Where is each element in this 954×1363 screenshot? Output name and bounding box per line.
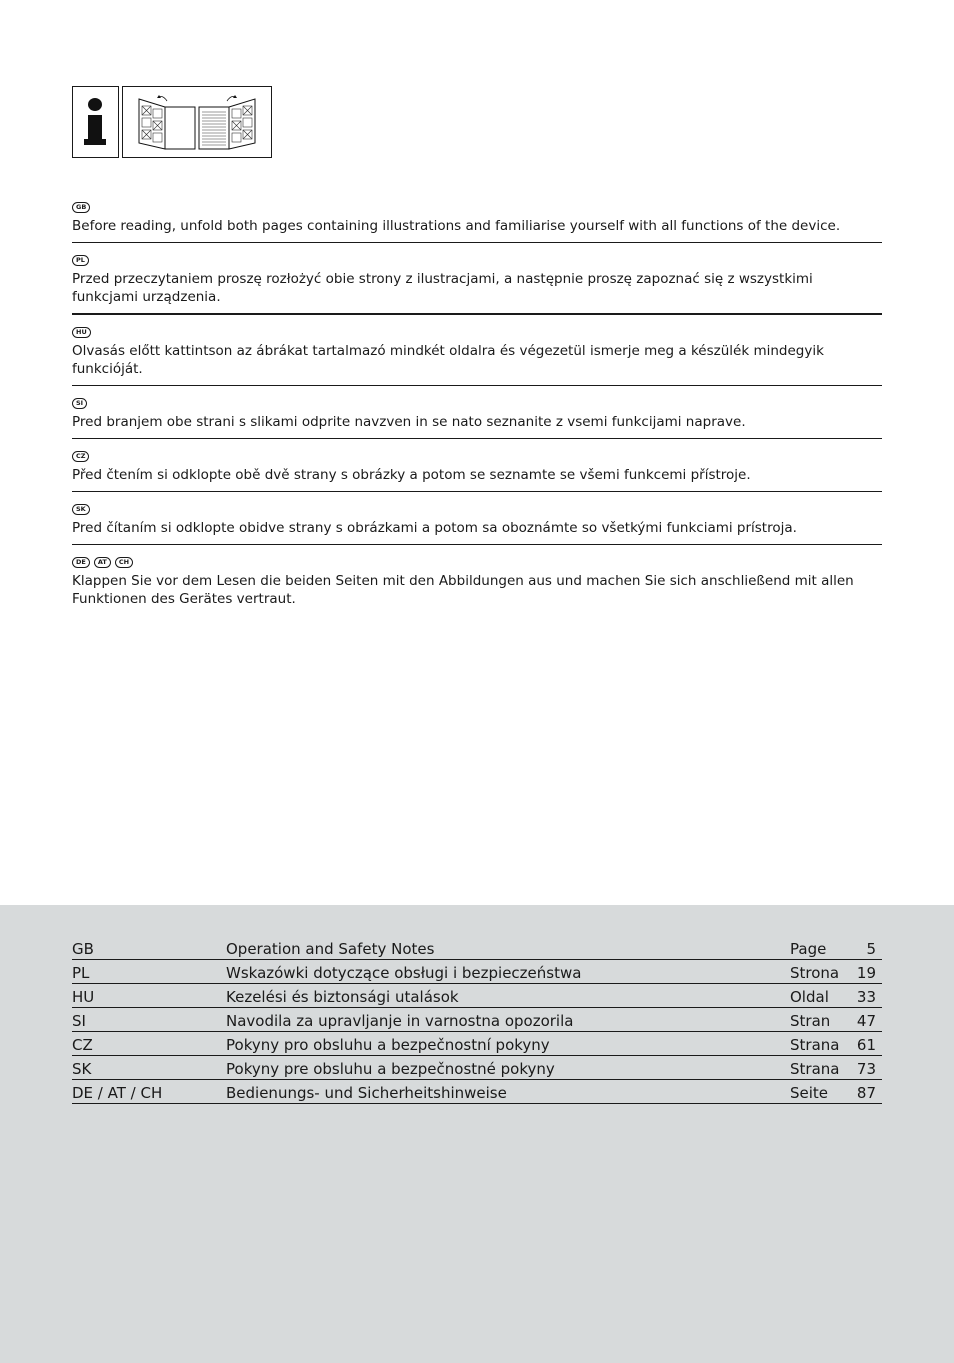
instruction-text: Klappen Sie vor dem Lesen die beiden Seiten mit den Abbildungen aus und machen Sie sich anschließend mit allen Funktionen des Gerätes vertraut.: [72, 573, 854, 607]
toc-page-number: 33: [844, 984, 882, 1008]
instruction-text: Pred branjem obe strani s slikami odprite navzven in se nato seznanite z vsemi funkcijami naprave.: [72, 414, 746, 430]
toc-page-number: 87: [844, 1080, 882, 1104]
info-icon: [72, 86, 119, 158]
toc-page-word: Strana: [790, 1032, 844, 1056]
toc-page-word: Oldal: [790, 984, 844, 1008]
toc-page-word: Strona: [790, 960, 844, 984]
toc-row[interactable]: [72, 1056, 882, 1080]
instruction-block-pl: [72, 253, 882, 315]
toc-page-word: Seite: [790, 1080, 844, 1104]
instruction-text: Przed przeczytaniem proszę rozłożyć obie strony z ilustracjami, a następnie proszę zapoznać się z wszystkimi funkcjami urządzenia.: [72, 271, 813, 305]
header-icons: [72, 86, 272, 158]
toc-row[interactable]: [72, 936, 882, 960]
language-badge: PL: [72, 255, 89, 266]
unfold-pages-icon: [122, 86, 272, 158]
toc-title: Wskazówki dotyczące obsługi i bezpieczeństwa: [226, 960, 790, 984]
toc-row[interactable]: [72, 1080, 882, 1104]
toc-title: Pokyny pro obsluhu a bezpečnostní pokyny: [226, 1032, 790, 1056]
toc-row[interactable]: [72, 1032, 882, 1056]
toc-row[interactable]: [72, 1008, 882, 1032]
toc-row[interactable]: [72, 960, 882, 984]
toc-language: PL: [72, 960, 226, 984]
language-badge: CH: [115, 557, 133, 568]
toc-page-number: 19: [844, 960, 882, 984]
toc-language: SK: [72, 1056, 226, 1080]
toc-page-word: Strana: [790, 1056, 844, 1080]
instruction-block-hu: [72, 325, 882, 386]
toc-row[interactable]: [72, 984, 882, 1008]
toc-title: Pokyny pre obsluhu a bezpečnostné pokyny: [226, 1056, 790, 1080]
language-badge: CZ: [72, 451, 89, 462]
toc-page-word: Stran: [790, 1008, 844, 1032]
instruction-text: Olvasás előtt kattintson az ábrákat tartalmazó mindkét oldalra és végezetül ismerje meg a készülék mindegyik funkcióját.: [72, 343, 824, 377]
instruction-block-cz: [72, 449, 882, 492]
instruction-text: Před čtením si odklopte obě dvě strany s obrázky a potom se seznamte se všemi funkcemi přístroje.: [72, 467, 751, 483]
language-badge: GB: [72, 202, 90, 213]
toc-language: DE / AT / CH: [72, 1080, 226, 1104]
instruction-block-de-at-ch: [72, 555, 882, 615]
toc-title: Kezelési és biztonsági utalások: [226, 984, 790, 1008]
language-instructions: [72, 200, 882, 625]
instruction-block-si: [72, 396, 882, 439]
toc-title: Bedienungs- und Sicherheitshinweise: [226, 1080, 790, 1104]
toc-language: HU: [72, 984, 226, 1008]
language-badge: SI: [72, 398, 87, 409]
toc-page-number: 73: [844, 1056, 882, 1080]
instruction-block-sk: [72, 502, 882, 545]
table-of-contents: [72, 936, 882, 1104]
language-badge: HU: [72, 327, 91, 338]
language-badge: DE: [72, 557, 90, 568]
language-badge: SK: [72, 504, 90, 515]
instruction-text: Pred čítaním si odklopte obidve strany s obrázkami a potom sa oboznámte so všetkými funkciami prístroja.: [72, 520, 797, 536]
toc-page-word: Page: [790, 936, 844, 960]
toc-title: Navodila za upravljanje in varnostna opozorila: [226, 1008, 790, 1032]
toc-page-number: 47: [844, 1008, 882, 1032]
toc-page-number: 61: [844, 1032, 882, 1056]
toc-page-number: 5: [844, 936, 882, 960]
toc-title: Operation and Safety Notes: [226, 936, 790, 960]
toc-language: CZ: [72, 1032, 226, 1056]
language-badge: AT: [94, 557, 111, 568]
toc-language: SI: [72, 1008, 226, 1032]
instruction-text: Before reading, unfold both pages containing illustrations and familiarise yourself with all functions of the device.: [72, 218, 841, 234]
instruction-block-gb: [72, 200, 882, 243]
toc-language: GB: [72, 936, 226, 960]
